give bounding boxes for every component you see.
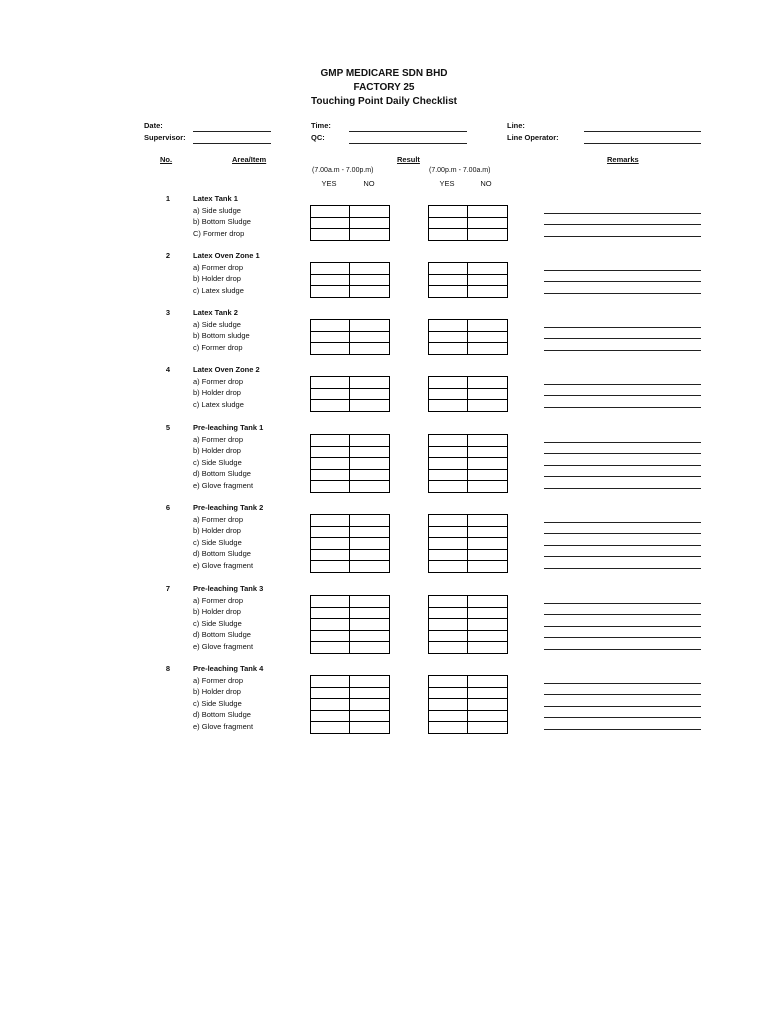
remarks-line[interactable] bbox=[544, 637, 701, 638]
supervisor-label: Supervisor: bbox=[144, 133, 186, 142]
yes-night-cell[interactable] bbox=[428, 721, 469, 734]
shift-day-label: (7.00a.m - 7.00p.m) bbox=[312, 167, 374, 174]
no-night-cell[interactable] bbox=[467, 721, 508, 734]
yes-day-cell[interactable] bbox=[310, 342, 351, 355]
remarks-line[interactable] bbox=[544, 729, 701, 730]
item-label: b) Holder drop bbox=[193, 274, 241, 283]
remarks-line[interactable] bbox=[544, 465, 701, 466]
no-day-cell[interactable] bbox=[349, 342, 390, 355]
remarks-line[interactable] bbox=[544, 384, 701, 385]
remarks-line[interactable] bbox=[544, 350, 701, 351]
item-label: a) Side sludge bbox=[193, 205, 241, 215]
yes-night-cell[interactable] bbox=[428, 641, 469, 654]
remarks-line[interactable] bbox=[544, 533, 701, 534]
no-day-cell[interactable] bbox=[349, 721, 390, 734]
item-label: b) Holder drop bbox=[193, 388, 241, 397]
col-remarks-heading: Remarks bbox=[607, 155, 639, 164]
group-number: 2 bbox=[165, 251, 171, 260]
no-day-cell[interactable] bbox=[349, 228, 390, 241]
item-label: c) Side Sludge bbox=[193, 618, 242, 628]
remarks-line[interactable] bbox=[544, 236, 701, 237]
time-label: Time: bbox=[311, 121, 331, 130]
item-label: d) Bottom Sludge bbox=[193, 630, 251, 639]
item-label: c) Former drop bbox=[193, 342, 243, 352]
no-night-cell[interactable] bbox=[467, 228, 508, 241]
yes-night-cell[interactable] bbox=[428, 342, 469, 355]
remarks-line[interactable] bbox=[544, 545, 701, 546]
remarks-line[interactable] bbox=[544, 476, 701, 477]
no-label-day: NO bbox=[363, 179, 375, 188]
group-title: Pre-leaching Tank 2 bbox=[193, 503, 264, 512]
item-label: a) Former drop bbox=[193, 434, 244, 444]
item-label: d) Bottom Sludge bbox=[193, 549, 251, 558]
yes-night-cell[interactable] bbox=[428, 399, 469, 412]
remarks-line[interactable] bbox=[544, 683, 701, 684]
yes-day-cell[interactable] bbox=[310, 721, 351, 734]
yes-day-cell[interactable] bbox=[310, 480, 351, 493]
no-night-cell[interactable] bbox=[467, 285, 508, 298]
no-night-cell[interactable] bbox=[467, 560, 508, 573]
no-night-cell[interactable] bbox=[467, 480, 508, 493]
yes-night-cell[interactable] bbox=[428, 285, 469, 298]
group-number: 8 bbox=[165, 664, 171, 673]
time-field[interactable] bbox=[349, 131, 467, 132]
yes-day-cell[interactable] bbox=[310, 228, 351, 241]
remarks-line[interactable] bbox=[544, 270, 701, 271]
yes-day-cell[interactable] bbox=[310, 285, 351, 298]
no-night-cell[interactable] bbox=[467, 641, 508, 654]
item-label: a) Former drop bbox=[193, 675, 244, 685]
remarks-line[interactable] bbox=[544, 395, 701, 396]
remarks-line[interactable] bbox=[544, 717, 701, 718]
group-title: Pre-leaching Tank 1 bbox=[193, 423, 264, 432]
yes-night-cell[interactable] bbox=[428, 560, 469, 573]
no-day-cell[interactable] bbox=[349, 285, 390, 298]
group-number: 5 bbox=[165, 423, 171, 432]
line-label: Line: bbox=[507, 121, 525, 130]
item-label: c) Latex sludge bbox=[193, 285, 244, 295]
item-label: e) Glove fragment bbox=[193, 560, 254, 570]
remarks-line[interactable] bbox=[544, 568, 701, 569]
item-label: a) Former drop bbox=[193, 376, 244, 386]
line-field[interactable] bbox=[584, 131, 701, 132]
remarks-line[interactable] bbox=[544, 293, 701, 294]
group-number: 3 bbox=[165, 308, 171, 317]
line-operator-field[interactable] bbox=[584, 143, 701, 144]
item-label: c) Side Sludge bbox=[193, 537, 242, 547]
item-label: e) Glove fragment bbox=[193, 721, 254, 731]
group-number: 7 bbox=[165, 584, 171, 593]
remarks-line[interactable] bbox=[544, 442, 701, 443]
item-label: b) Bottom Sludge bbox=[193, 217, 251, 226]
group-number: 6 bbox=[165, 503, 171, 512]
supervisor-field[interactable] bbox=[193, 143, 271, 144]
group-title: Latex Tank 1 bbox=[193, 194, 238, 203]
item-label: b) Holder drop bbox=[193, 446, 241, 455]
group-title: Pre-leaching Tank 3 bbox=[193, 584, 264, 593]
date-label: Date: bbox=[144, 121, 163, 130]
item-label: a) Former drop bbox=[193, 514, 244, 524]
yes-label-day: YES bbox=[321, 179, 337, 188]
item-label: a) Side sludge bbox=[193, 319, 241, 329]
col-result-heading: Result bbox=[397, 155, 420, 164]
item-label: b) Holder drop bbox=[193, 526, 241, 535]
item-label: b) Holder drop bbox=[193, 607, 241, 616]
item-label: C) Former drop bbox=[193, 228, 245, 238]
remarks-line[interactable] bbox=[544, 338, 701, 339]
col-no-heading: No. bbox=[160, 155, 173, 164]
remarks-line[interactable] bbox=[544, 694, 701, 695]
group-title: Latex Oven Zone 2 bbox=[193, 365, 260, 374]
yes-day-cell[interactable] bbox=[310, 560, 351, 573]
no-day-cell[interactable] bbox=[349, 480, 390, 493]
item-label: a) Former drop bbox=[193, 595, 244, 605]
remarks-line[interactable] bbox=[544, 327, 701, 328]
yes-label-night: YES bbox=[439, 179, 455, 188]
no-night-cell[interactable] bbox=[467, 342, 508, 355]
group-number: 1 bbox=[165, 194, 171, 203]
group-title: Latex Tank 2 bbox=[193, 308, 238, 317]
item-label: b) Bottom sludge bbox=[193, 331, 250, 340]
remarks-line[interactable] bbox=[544, 649, 701, 650]
company-name: GMP MEDICARE SDN BHD bbox=[320, 68, 448, 79]
remarks-line[interactable] bbox=[544, 453, 701, 454]
remarks-line[interactable] bbox=[544, 603, 701, 604]
group-number: 4 bbox=[165, 365, 171, 374]
factory-name: FACTORY 25 bbox=[353, 82, 415, 93]
item-label: c) Latex sludge bbox=[193, 399, 244, 409]
item-label: d) Bottom Sludge bbox=[193, 710, 251, 719]
remarks-line[interactable] bbox=[544, 706, 701, 707]
yes-night-cell[interactable] bbox=[428, 228, 469, 241]
item-label: a) Former drop bbox=[193, 262, 244, 272]
remarks-line[interactable] bbox=[544, 556, 701, 557]
no-day-cell[interactable] bbox=[349, 560, 390, 573]
col-area-heading: Area/Item bbox=[232, 155, 267, 164]
item-label: b) Holder drop bbox=[193, 687, 241, 696]
no-night-cell[interactable] bbox=[467, 399, 508, 412]
remarks-line[interactable] bbox=[544, 626, 701, 627]
form-title: Touching Point Daily Checklist bbox=[311, 96, 457, 107]
qc-label: QC: bbox=[311, 133, 325, 142]
item-label: c) Side Sludge bbox=[193, 698, 242, 708]
remarks-line[interactable] bbox=[544, 281, 701, 282]
group-title: Latex Oven Zone 1 bbox=[193, 251, 260, 260]
shift-night-label: (7.00p.m - 7.00a.m) bbox=[429, 167, 491, 174]
group-title: Pre-leaching Tank 4 bbox=[193, 664, 264, 673]
yes-night-cell[interactable] bbox=[428, 480, 469, 493]
item-label: c) Side Sludge bbox=[193, 457, 242, 467]
no-day-cell[interactable] bbox=[349, 399, 390, 412]
yes-day-cell[interactable] bbox=[310, 641, 351, 654]
remarks-line[interactable] bbox=[544, 614, 701, 615]
qc-field[interactable] bbox=[349, 143, 467, 144]
remarks-line[interactable] bbox=[544, 224, 701, 225]
yes-day-cell[interactable] bbox=[310, 399, 351, 412]
remarks-line[interactable] bbox=[544, 407, 701, 408]
remarks-line[interactable] bbox=[544, 488, 701, 489]
remarks-line[interactable] bbox=[544, 213, 701, 214]
no-label-night: NO bbox=[480, 179, 492, 188]
no-day-cell[interactable] bbox=[349, 641, 390, 654]
item-label: e) Glove fragment bbox=[193, 641, 254, 651]
item-label: e) Glove fragment bbox=[193, 480, 254, 490]
remarks-line[interactable] bbox=[544, 522, 701, 523]
date-field[interactable] bbox=[193, 131, 271, 132]
item-label: d) Bottom Sludge bbox=[193, 469, 251, 478]
line-operator-label: Line Operator: bbox=[507, 133, 559, 142]
